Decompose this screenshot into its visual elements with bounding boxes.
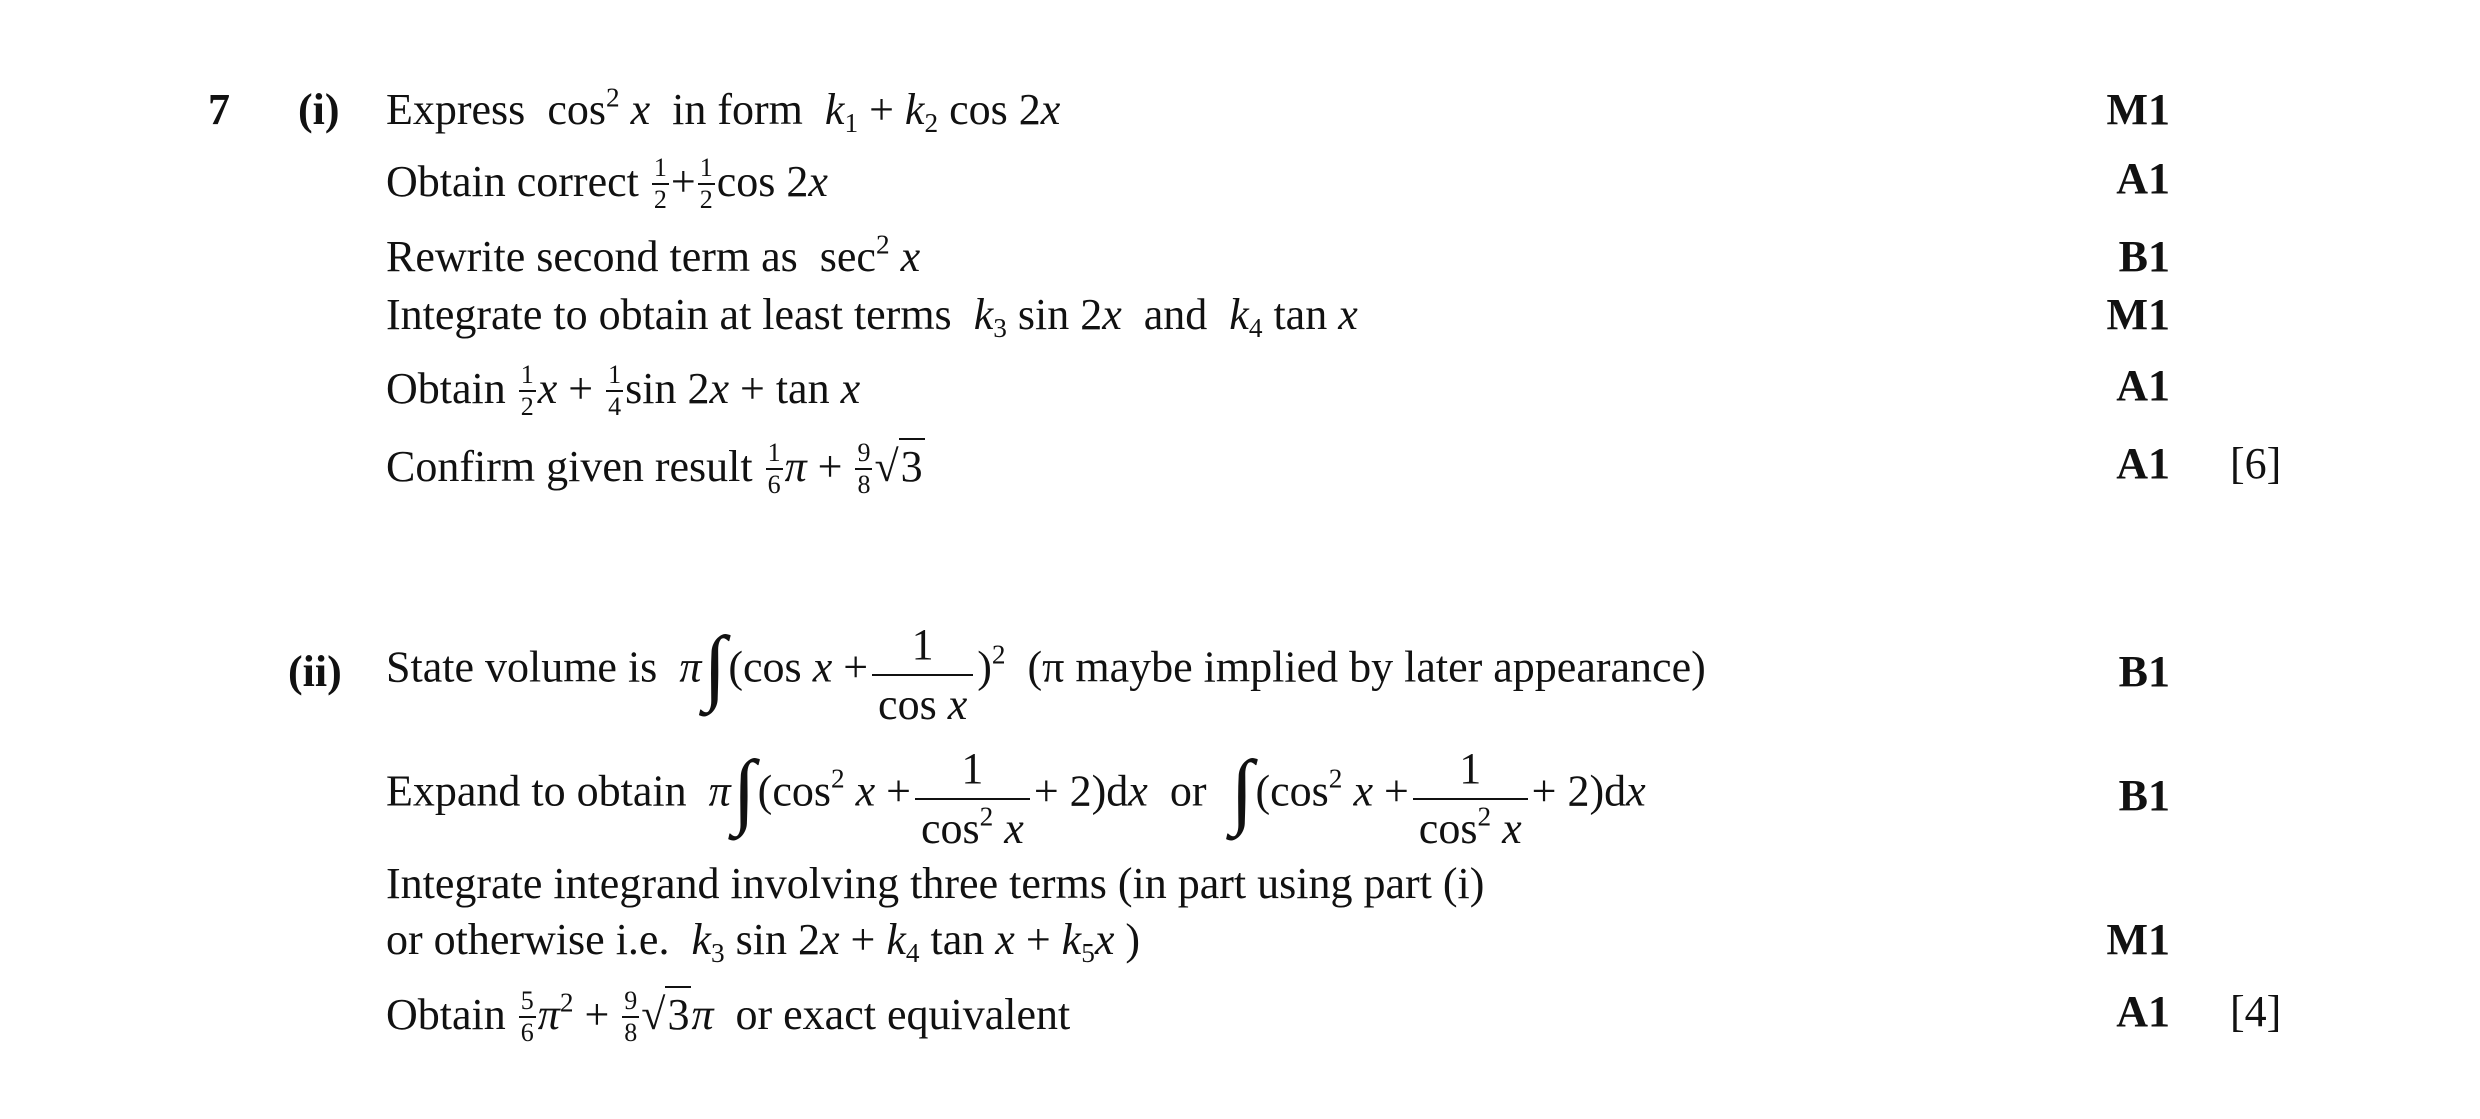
mark-ii-3: M1	[2106, 915, 2170, 964]
row-i-4: Integrate to obtain at least terms $k_3$ sin 2x and $k_4$ tan x	[386, 290, 1358, 344]
mark-ii-1: B1	[2118, 647, 2170, 696]
question-number: 7	[208, 85, 230, 134]
row-ii-3b: or otherwise i.e. $k_3$ $\sin 2x + k_4$ $\tan x + k_5x$ )	[386, 915, 1141, 969]
mark-i-6: A1	[2116, 439, 2170, 488]
mark-i-5: A1	[2116, 361, 2170, 410]
row-text: or exact equivalent	[735, 990, 1071, 1040]
mark-ii-4: A1	[2116, 987, 2170, 1036]
row-text: Rewrite second term as	[386, 232, 798, 281]
row-text: or otherwise i.e.	[386, 915, 670, 964]
row-ii-2: Expand to obtain $\pi\int(\cos^2$ x + $\frac{1}{\cos^2 x}$ + 2)dx or $\int(\cos^2$ x + $\frac{1}{\cos^2 x}$ + 2)dx	[386, 744, 1646, 854]
total-i: [6]	[2230, 439, 2282, 488]
part-ii-label: (ii)	[288, 647, 342, 696]
row-note: (π maybe implied by later appearance)	[1027, 642, 1706, 692]
row-text: Confirm given result	[386, 442, 753, 492]
row-text: Expand to obtain	[386, 766, 687, 816]
row-i-2: Obtain correct $\frac{1}{2}$ + $\frac{1}{2}$ cos 2x	[386, 153, 828, 214]
mark-i-1: M1	[2106, 85, 2170, 134]
row-ii-1: State volume is π∫(cos x + $\frac{1}{\text{cos x}}$ )$^2$ (π maybe implied by later appearance)	[386, 620, 1706, 730]
mark-ii-2: B1	[2118, 771, 2170, 820]
part-i-label: (i)	[298, 85, 340, 134]
row-i-5: Obtain $\frac{1}{2}$ x + $\frac{1}{4}$ sin 2x + tan x	[386, 360, 861, 421]
row-text: Integrate integrand involving three terms (in part using part (i)	[386, 859, 1485, 908]
row-text: State volume is	[386, 642, 658, 692]
row-text: Obtain	[386, 990, 506, 1040]
row-text: Integrate to obtain at least terms	[386, 290, 952, 339]
row-text: Obtain	[386, 364, 506, 414]
row-text: Obtain correct	[386, 157, 639, 207]
row-ii-4: Obtain $\frac{5}{6}$ $\pi^2$ + $\frac{9}{8}$ √3π or exact equivalent	[386, 986, 1071, 1047]
row-i-3: Rewrite second term as $\sec^2 x$	[386, 229, 921, 281]
total-ii: [4]	[2230, 987, 2282, 1036]
row-ii-3a	[386, 859, 1485, 908]
mark-i-3: B1	[2118, 232, 2170, 281]
mark-i-4: M1	[2106, 290, 2170, 339]
row-i-1: Express $\cos^2 x$ in form $k_1 + k_2$ cos 2x	[386, 82, 1061, 139]
row-i-6: Confirm given result $\frac{1}{6}$ π + $\frac{9}{8}$ √3	[386, 438, 923, 499]
mark-i-2: A1	[2116, 154, 2170, 203]
row-text: Express	[386, 85, 526, 134]
